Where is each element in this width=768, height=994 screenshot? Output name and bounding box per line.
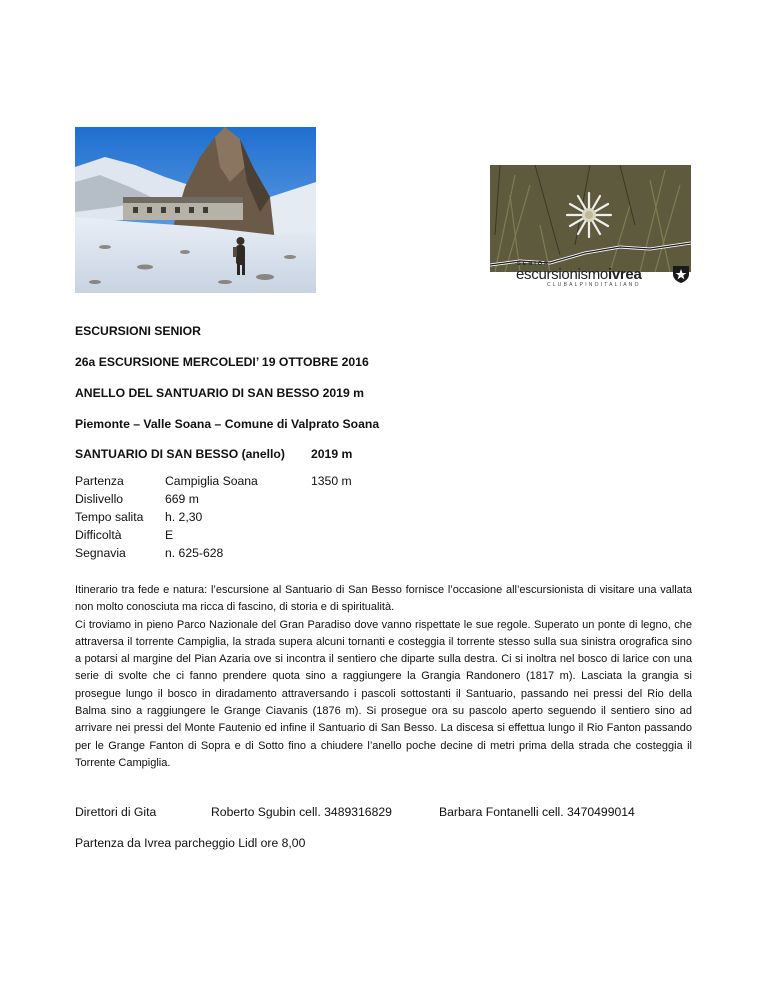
section-title: ESCURSIONI SENIOR (75, 324, 201, 338)
summit-altitude: 2019 m (311, 447, 353, 461)
excursion-date: 26a ESCURSIONE MERCOLEDI’ 19 OTTOBRE 2016 (75, 355, 369, 369)
logo-senior-text: SENIOR (517, 261, 551, 267)
directors-label: Direttori di Gita (75, 805, 157, 819)
description-intro: Itinerario tra fede e natura: l’escursione al Santuario di San Besso fornisce l’occasione all’escursionista di visitare una vallata non molto conosciuta ma ricca di fascino, di storia e di spiritualità. (75, 584, 692, 614)
departure-info: Partenza da Ivrea parcheggio Lidl ore 8,00 (75, 836, 306, 850)
director-2: Barbara Fontanelli cell. 3470499014 (439, 805, 635, 819)
excursion-title: ANELLO DEL SANTUARIO DI SAN BESSO 2019 m (75, 386, 364, 400)
start-altitude: 1350 m (311, 474, 352, 488)
description (75, 582, 692, 772)
logo-main-text: escursionismoivrea (516, 266, 642, 283)
club-logo (513, 244, 691, 290)
location: Piemonte – Valle Soana – Comune di Valprato Soana (75, 417, 380, 431)
sanctuary-photo (75, 127, 316, 293)
description-body: Ci troviamo in pieno Parco Nazionale del Gran Paradiso dove vanno rispettate le sue regole. Superato un ponte di legno, che attraversa il torrente Campiglia, la strada supera alcuni tornanti e costeggia il torrente stesso sulla sua sinistra orografica sino a potarsi al margine del Pian Azaria ove si incontra il sentiero che diparte sulla destra. Ci si inoltra nel bosco di larice con una serie di svolte che ci fanno prendere quota sino a raggiungere la Grangia Randonero (1817 m). Lasciata la grangia si prosegue lungo il bosco in diradamento attraversando i pascoli sottostanti il Santuario, passando nei pressi del Rio della Balma sino a raggiungere le Grange Ciavanis (1876 m). Si prosegue ora su pascolo aperto seguendo il sentiero sino ad arrivare nei pressi del Monte Fautenio ed infine il Santuario di San Besso. La discesa si effettua lungo il Rio Fanton passando per le Grange Fanton di Sopra e di Sotto fino a chiudere l’anello poche decine di metri prima della strada che costeggia il Torrente Campiglia. (75, 618, 692, 769)
summit-name: SANTUARIO DI SAN BESSO (anello) (75, 447, 285, 461)
cai-badge-icon (671, 264, 691, 284)
logo-sub-text: CLUBALPINOITALIANO (547, 282, 641, 288)
director-1: Roberto Sgubin cell. 3489316829 (211, 805, 392, 819)
